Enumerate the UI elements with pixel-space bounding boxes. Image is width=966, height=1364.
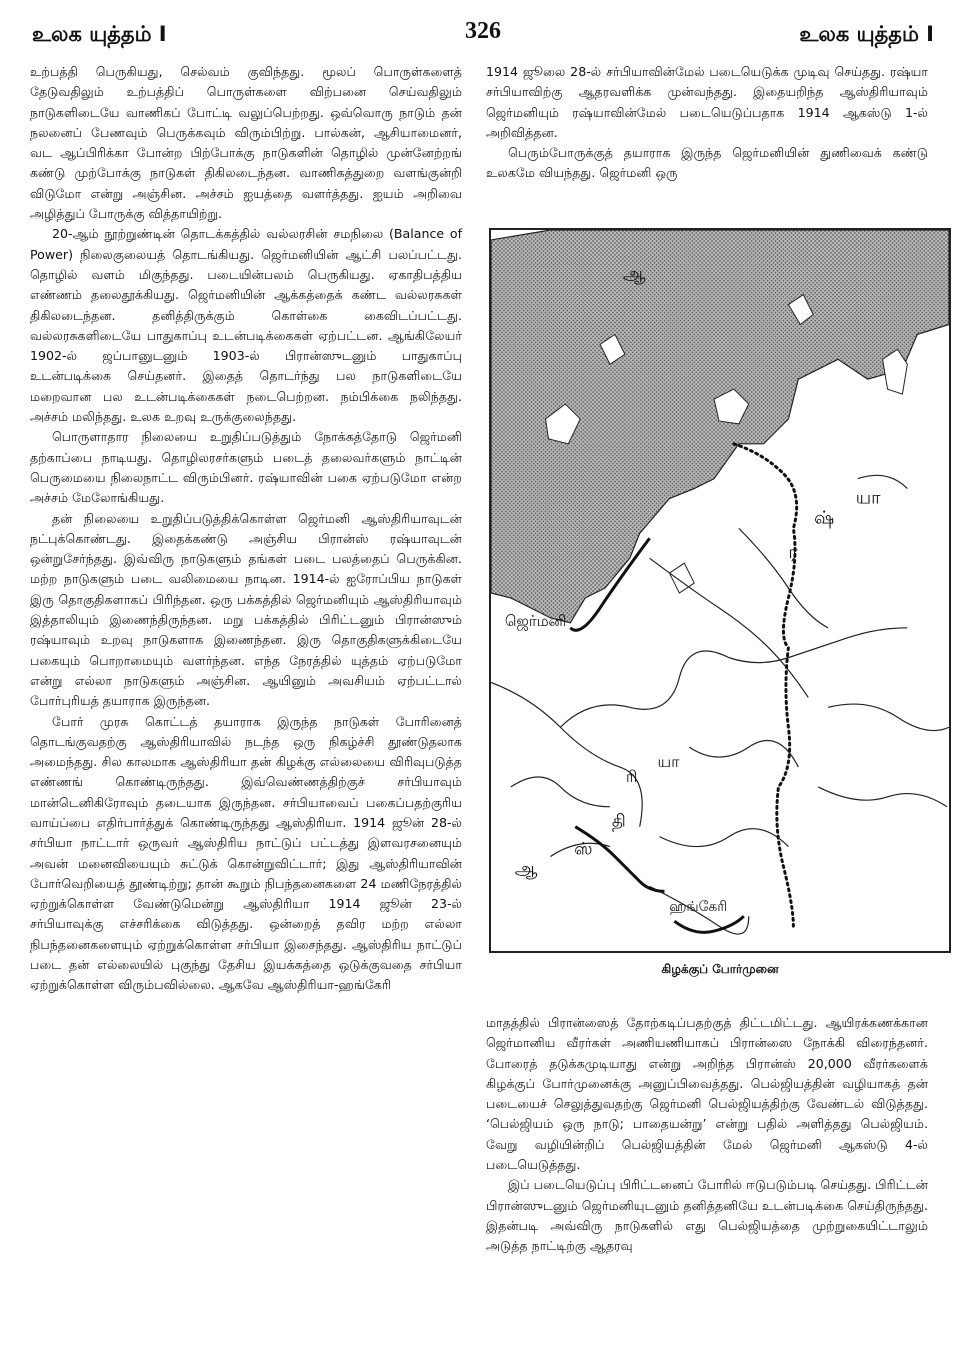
front-line-hungary: [674, 916, 743, 932]
map-label-russia-sha: ஷ்: [814, 507, 835, 529]
paragraph: மாதத்தில் பிரான்ஸைத் தோற்கடிப்பதற்குத் திட்டமிட்டது. ஆயிரக்கணக்கான ஜெர்மானிய வீரர்கள் அணியணியாகப் பிரான்ஸை நோக்கி விரைந்தனர். போரைத் தடுக்கமுடியாது என்று அறிந்த பிரான்ஸ் 20,000 வீரர்களைக் கிழக்குப் போர்முனைக்கு அனுப்பிவைத்தது. பெல்ஜியத்தின் வழியாகத் தன் படையைச் செலுத்துவதற்கு ஜெர்மனி பெல்ஜியத்திற்கு வேண்டல் விடுத்தது. ‘பெல்ஜியம் ஒரு நாடு; பாதையன்று’ என்று பதில் அளித்தது பெல்ஜியம். வேறு வழியின்றிப் பெல்ஜியத்தின் மேல் ஜெர்மனி ஆகஸ்டு 4-ல் படையெடுத்தது.: [486, 1015, 928, 1173]
map-label-sea: ஆ: [622, 263, 646, 285]
eastern-front-map: [489, 228, 951, 953]
right-column-top: [486, 62, 928, 184]
paragraph: தன் நிலையை உறுதிப்படுத்திக்கொள்ள ஜெர்மனி ஆஸ்திரியாவுடன் நட்புக்கொண்டது. இதைக்கண்டு அஞ்சிய பிரான்ஸ் ரஷ்யாவுடன் ஒன்றுசேர்ந்தது. இவ்விரு நாடுகளும் தங்கள் படை பலத்தைப் பெருக்கின. மற்ற நாடுகளும் படை வலிமையை நாடின. 1914-ல் ஐரோப்பிய நாடுகள் இரு தொகுதிகளாகப் பிரிந்தன. ஒரு பக்கத்தில் ஜெர்மனியும் ஆஸ்திரியாவும் இத்தாலியும் இணைந்திருந்தன. மறு பக்கத்தில் பிரிட்டனும் பிரான்ஸும் ரஷ்யாவும் உறவு நாடுகளாக இணைந்தன. இரு தொகுதிகளுக்கிடையே பகையும் பொறாமையும் வளர்ந்தன. எந்த நேரத்தில் யுத்தம் ஏற்படுமோ என்று எல்லா நாடுகளும் அஞ்சின. ஆயினும் அவசியம் ஏற்பட்டால் போர்புரியத் தயாராக இருந்தன.: [30, 510, 462, 709]
front-line-south: [575, 827, 664, 892]
paragraph: உற்பத்தி பெருகியது, செல்வம் குவிந்தது. மூலப் பொருள்களைத் தேடுவதிலும் உற்பத்திப் பொருள்களை விற்பனை செய்வதிலும் நாடுகளிடையே வாணிகப் போட்டி வலுப்பெற்றது. ஒவ்வொரு நாடும் தன் நலனைப் பேணவும் பெருக்கவும் விரும்பிற்று. பால்கன், ஆசியாமைனர், வட ஆப்பிரிக்கா போன்ற பிற்போக்கு நாடுகளின் தொழில் முன்னேற்றங் கண்டு முற்போக்கு நாடுகள் திகிலடைந்தன. வாணிகத்துறை வளங்குன்றி விடுமோ என்று அஞ்சின. அச்சம் ஐயத்தை வளர்த்தது. ஐயம் அறிவை அழித்துப் போருக்கு வித்தாயிற்று.: [30, 64, 462, 222]
running-head-left: உலக யுத்தம் I: [32, 22, 167, 46]
paragraph: இப் படையெடுப்பு பிரிட்டனைப் போரில் ஈடுபடும்படி செய்தது. பிரிட்டன் பிரான்ஸுடனும் ஜெர்மனியுடனும் தனித்தனியே உடன்படிக்கை செய்திருந்தது. இதன்படி அவ்விரு நாடுகளில் எது பெல்ஜியத்தை முற்றுகையிட்டாலும் அடுத்த நாட்டிற்கு ஆதரவு: [486, 1177, 928, 1254]
map-label-austria-thi: தி: [611, 810, 626, 831]
running-head-right: உலக யுத்தம் I: [799, 22, 934, 46]
paragraph: போர் முரசு கொட்டத் தயாராக இருந்த நாடுகள் போரினைத் தொடங்குவதற்கு ஆஸ்திரியாவில் நடந்த ஒரு நிகழ்ச்சி தூண்டுதலாக அமைந்தது. சில காலமாக ஆஸ்திரியா தன் கிழக்கு எல்லையை விரிவுபடுத்த எண்ணங் கொண்டிருந்தது. இவ்வெண்ணத்திற்குச் சர்பியாவும் மான்டெனிகிரோவும் தடையாக இருந்தன. சர்பியாவைப் பகைப்பதற்குரிய வாய்ப்பை எதிர்பார்த்துக் கொண்டிருந்தது ஆஸ்திரியா. 1914 ஜூன் 28-ல் சர்பியா நாட்டார் ஒருவர் ஆஸ்திரிய நாட்டுப் பட்டத்து இளவரசனையும் அவன் மனைவியையும் சுட்டுக் கொன்றுவிட்டார்; இது ஆஸ்திரியாவின் போர்வெறியைத் தூண்டிற்று; தான் கூறும் நிபந்தனைகளை 24 மணிநேரத்தில் ஏற்றுக்கொள்ள வேண்டுமென்று ஆஸ்திரியா 1914 ஜூன் 23-ல் சர்பியாவுக்கு எச்சரிக்கை விடுத்தது. ஒன்றைத் தவிர மற்ற எல்லா நிபந்தனைகளையும் ஏற்றுக்கொள்ள சர்பியா இசைந்தது. ஆஸ்திரிய நாட்டுப் படை தன் எல்லையில் புகுந்து தேசிய இயக்கத்தை ஒடுக்குவதை சர்பியா ஏற்றுக்கொள்ள விரும்பவில்லை. ஆகவே ஆஸ்திரியா-ஹங்கேரி: [30, 713, 462, 993]
russian-border: [734, 444, 797, 926]
map-caption: கிழக்குப் போர்முனை: [661, 962, 779, 976]
map-label-hungary: ஹங்கேரி: [669, 899, 728, 916]
map-label-austria-ri: ரி: [625, 766, 638, 786]
paragraph: பொருளாதார நிலையை உறுதிப்படுத்தும் நோக்கத்தோடு ஜெர்மனி தற்காப்பை நாடியது. தொழிலரசர்களும் படைத் தலைவர்களும் நாட்டின் பெருமையை நிலைநாட்ட விரும்பினர். ரஷ்யாவின் பகை ஏற்படுமோ என்ற அச்சம் மேலோங்கியது.: [30, 429, 462, 506]
left-column: [30, 62, 462, 996]
map-label-russia-ya: யா: [855, 487, 881, 509]
map-label-austria-aa: ஆ: [514, 858, 538, 880]
map-label-russia-ra: ர: [788, 542, 798, 564]
map-label-germany: ஜெர்மனி: [504, 611, 567, 630]
right-column-bottom: [486, 1013, 928, 1257]
page-header: [32, 18, 934, 52]
paragraph: 20-ஆம் நூற்றுண்டின் தொடக்கத்தில் வல்லரசின் சமநிலை (Balance of Power) நிலைகுலையத் தொடங்கியது. ஜெர்மனியின் ஆட்சி பலப்பட்டது. தொழில் வளம் மிகுந்தது. படையின்பலம் பெருகியது. ஏகாதிபத்திய எண்ணம் தலைதூக்கியது. ஜெர்மனியின் ஆக்கத்தைக் கண்ட வல்லரசுகள் திகிலடைந்தன. தனித்திருக்கும் கொள்கை கைவிடப்பட்டது. வல்லரசுகளிடையே பாதுகாப்பு உடன்படிக்கைகள் ஏற்பட்டன. ஆங்கிலேயர் 1902-ல் ஜப்பானுடனும் 1903-ல் பிரான்ஸுடனும் பாதுகாப்பு உடன்படிக்கை செய்தனர். இதைத் தொடர்ந்து பல நாடுகளிடையே மறைவான பல உடன்படிக்கைகள் நடைபெற்றன. நம்பிக்கை நலிந்தது. அச்சம் மலிந்தது. உலக உறவு உருக்குலைந்தது.: [30, 226, 462, 425]
paragraph: பெரும்போருக்குத் தயாராக இருந்த ஜெர்மனியின் துணிவைக் கண்டு உலகமே வியந்தது. ஜெர்மனி ஒரு: [486, 145, 928, 181]
page-number: 326: [465, 18, 501, 44]
paragraph: 1914 ஜூலை 28-ல் சர்பியாவின்மேல் படையெடுக்க முடிவு செய்தது. ரஷ்யா சர்பியாவிற்கு ஆதரவளிக்க முன்வந்தது. இதையறிந்த ஆஸ்திரியாவும் ஜெர்மனியும் ரஷ்யாவின்மேல் படையெடுப்பதாக 1914 ஆகஸ்டு 1-ல் அறிவித்தன.: [486, 64, 928, 140]
map-label-austria-ya: யா: [657, 751, 680, 772]
map-svg: [491, 230, 949, 951]
map-label-austria-s: ஸ்: [574, 838, 593, 859]
